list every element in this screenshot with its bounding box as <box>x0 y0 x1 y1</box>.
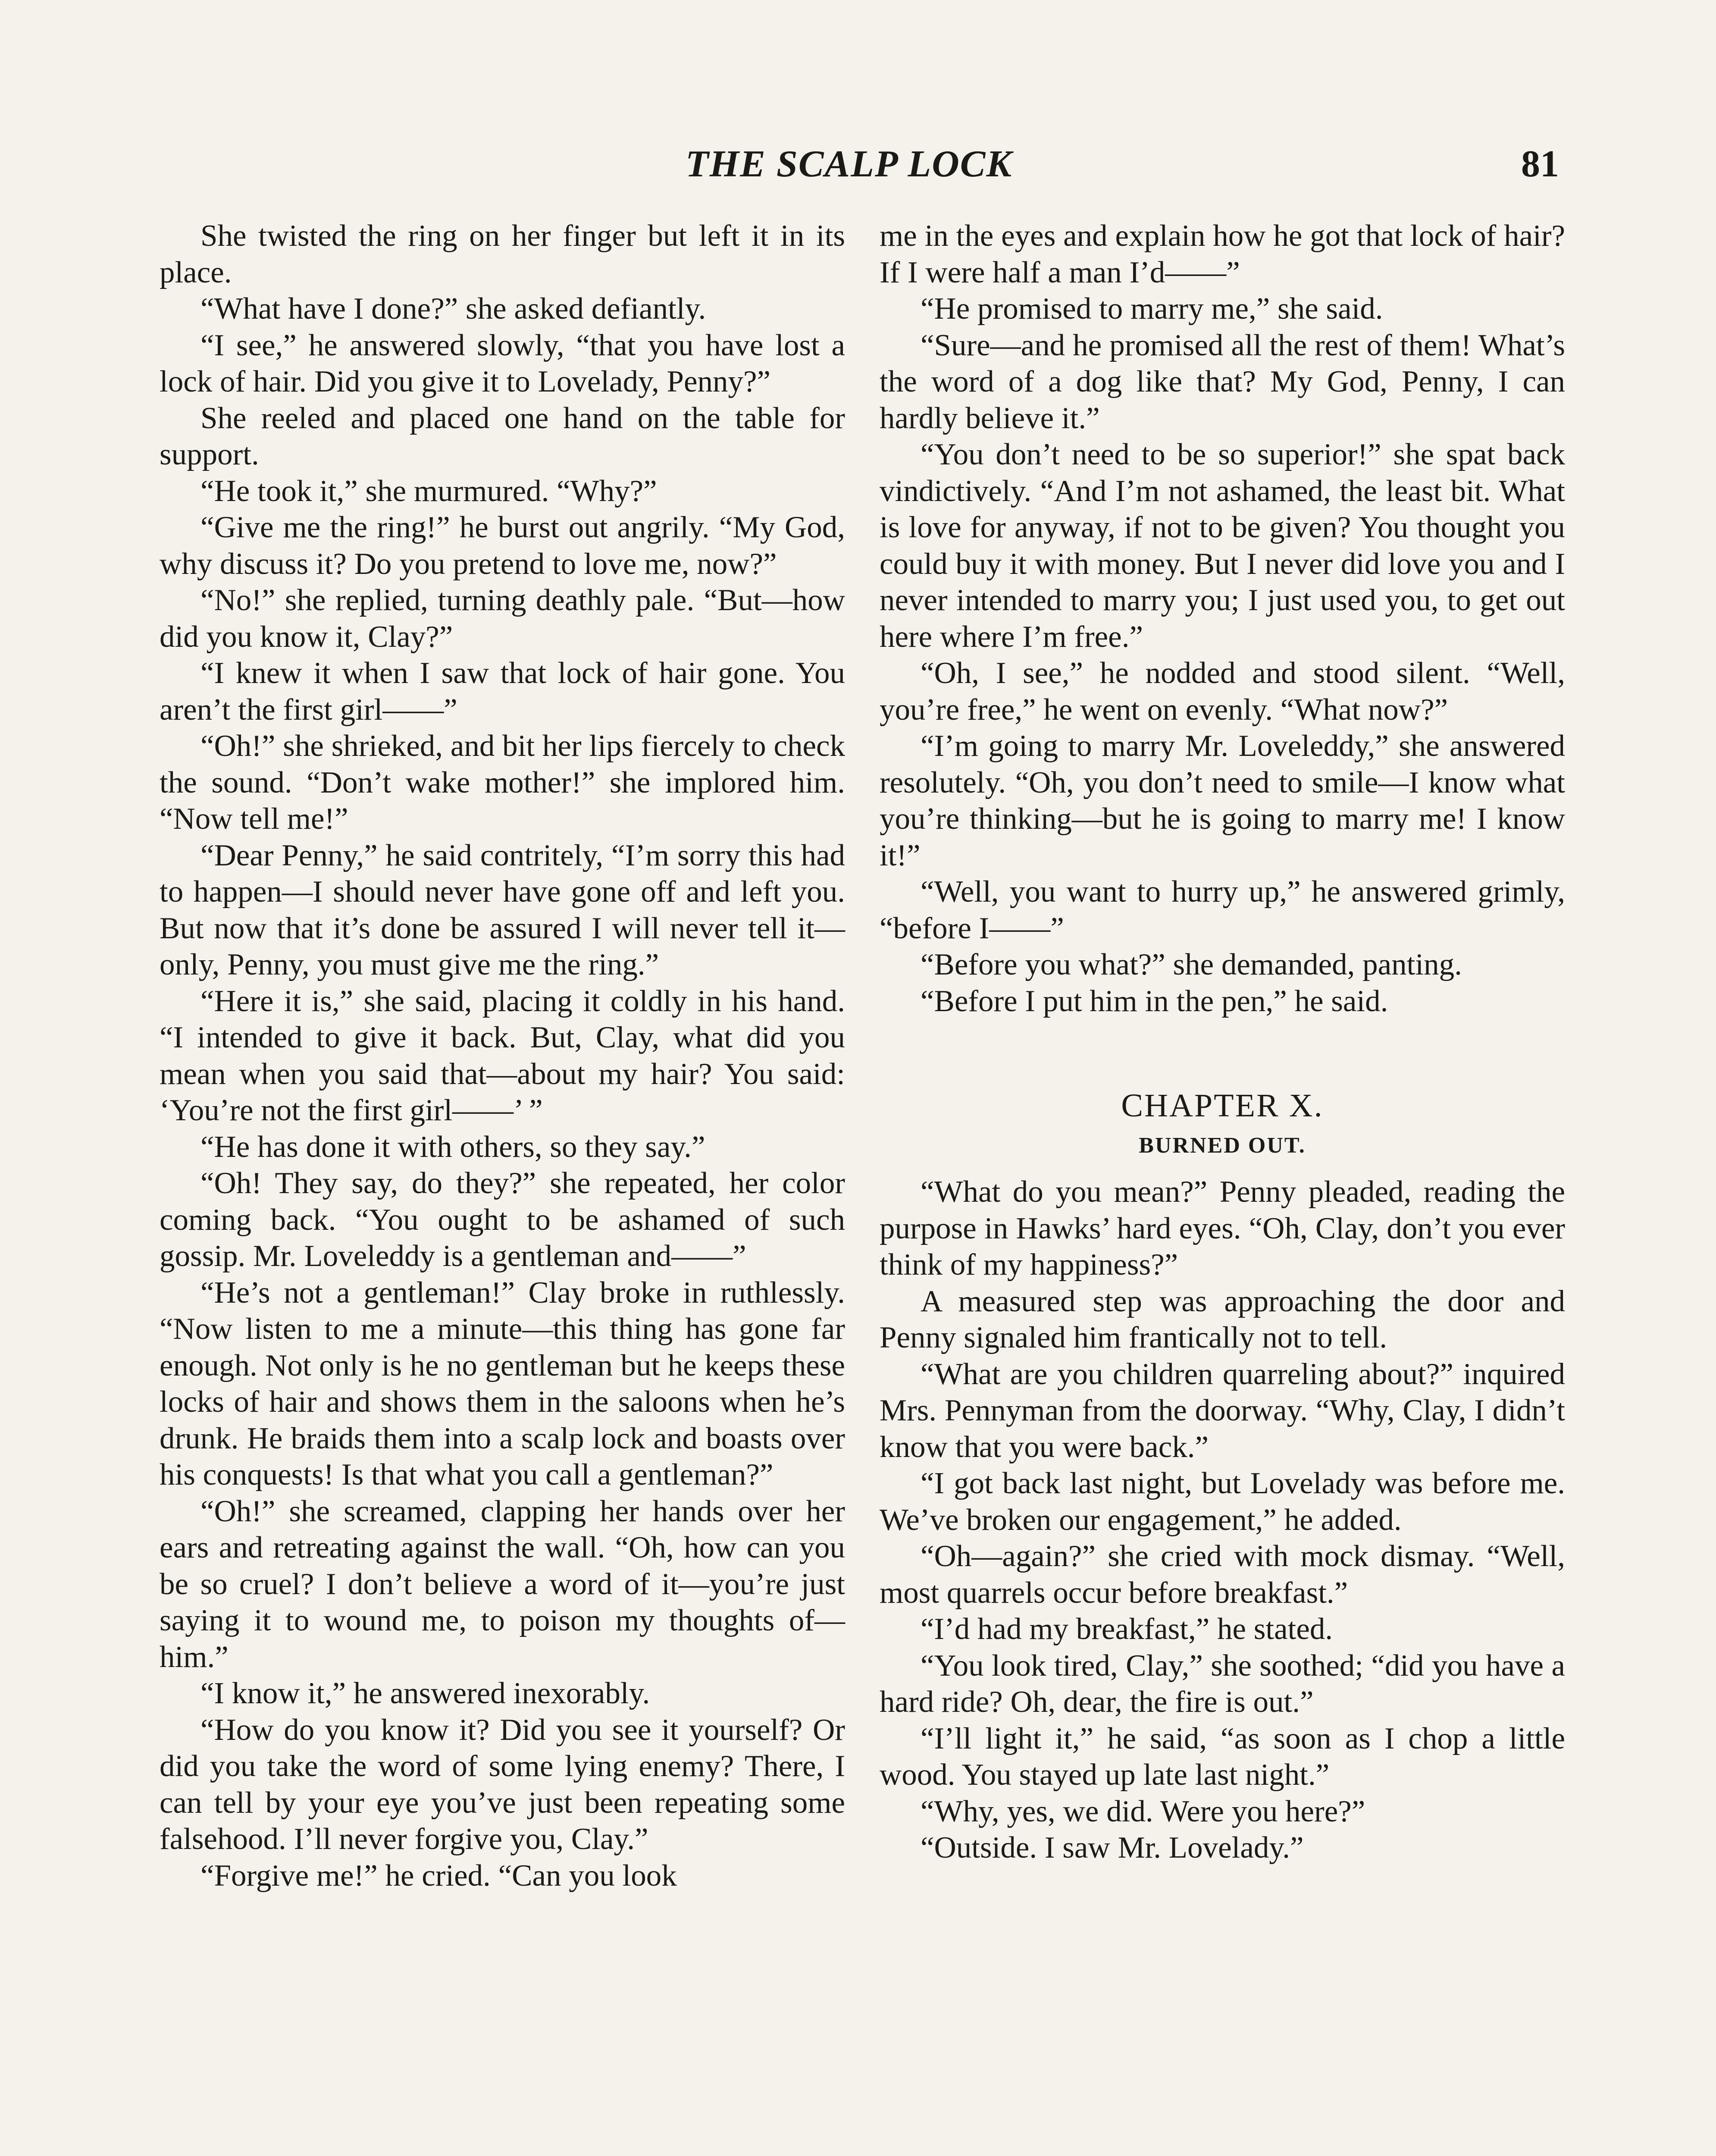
paragraph: “I’ll light it,” he said, “as soon as I chop a little wood. You stayed up late last night.” <box>880 1721 1565 1792</box>
paragraph: “Outside. I saw Mr. Lovelady.” <box>921 1831 1304 1865</box>
left-column <box>160 218 845 1894</box>
paragraph: “He promised to marry me,” she said. <box>921 292 1383 326</box>
paragraph: She twisted the ring on her finger but left it in its place. <box>160 219 845 289</box>
paragraph: “What have I done?” she asked defiantly. <box>200 292 706 326</box>
chapter-body-text <box>880 1174 1565 1866</box>
paragraph: “How do you know it? Did you see it yourself? Or did you take the word of some lying enemy? There, I can tell by your eye you’ve just been repeating some falsehood. I’ll never forgive you, Clay.” <box>160 1713 845 1856</box>
paragraph: “Oh—again?” she cried with mock dismay. “Well, most quarrels occur before breakfast.” <box>880 1539 1565 1610</box>
paragraph: “What are you children quarreling about?” inquired Mrs. Pennyman from the doorway. “Why, Clay, I didn’t know that you were back.” <box>880 1357 1565 1464</box>
paragraph: “Give me the ring!” he burst out angrily. “My God, why discuss it? Do you pretend to love me, now?” <box>160 511 845 581</box>
paragraph: “Oh! They say, do they?” she repeated, her color coming back. “You ought to be ashamed of such gossip. Mr. Loveleddy is a gentleman and——” <box>160 1166 845 1273</box>
paragraph: “I see,” he answered slowly, “that you have lost a lock of hair. Did you give it to Lovelady, Penny?” <box>160 328 845 398</box>
paragraph: “Here it is,” she said, placing it coldly in his hand. “I intended to give it back. But, Clay, what did you mean when you said that—about my hair? You said: ‘You’re not the first girl——’ ” <box>160 984 845 1127</box>
paragraph: “I knew it when I saw that lock of hair gone. You aren’t the first girl——” <box>160 656 845 727</box>
paragraph: “Well, you want to hurry up,” he answered grimly, “before I——” <box>880 875 1565 945</box>
paragraph: “What do you mean?” Penny pleaded, reading the purpose in Hawks’ hard eyes. “Oh, Clay, don’t you ever think of my happiness?” <box>880 1175 1565 1282</box>
paragraph: “Forgive me!” he cried. “Can you look <box>200 1858 677 1893</box>
paragraph: “Oh!” she shrieked, and bit her lips fiercely to check the sound. “Don’t wake mother!” she implored him. “Now tell me!” <box>160 729 845 836</box>
running-head <box>0 142 1716 190</box>
chapter-subtitle: BURNED OUT. <box>1139 1133 1306 1158</box>
paragraph: “Oh, I see,” he nodded and stood silent. “Well, you’re free,” he went on evenly. “What now?” <box>880 656 1565 727</box>
paragraph: “You look tired, Clay,” she soothed; “did you have a hard ride? Oh, dear, the fire is out.” <box>880 1648 1565 1719</box>
paragraph: “I’d had my breakfast,” he stated. <box>921 1612 1333 1646</box>
paragraph: “You don’t need to be so superior!” she spat back vindictively. “And I’m not ashamed, the least bit. What is love for anyway, if not to be given? You thought you could buy it with money. But I never did love you and I never intended to marry you; I just used you, to get out here where I’m free.” <box>880 438 1565 654</box>
paragraph: “Dear Penny,” he said contritely, “I’m sorry this had to happen—I should never have gone off and left you. But now that it’s done be assured I will never tell it—only, Penny, you must give me the ring.” <box>160 838 845 981</box>
paragraph: “Before you what?” she demanded, panting. <box>921 948 1462 981</box>
page-number: 81 <box>1521 143 1559 185</box>
paragraph: me in the eyes and explain how he got that lock of hair? If I were half a man I’d——” <box>880 219 1565 289</box>
paragraph: “Before I put him in the pen,” he said. <box>921 984 1388 1018</box>
paragraph: “No!” she replied, turning deathly pale. “But—how did you know it, Clay?” <box>160 583 845 654</box>
paragraph: “Why, yes, we did. Were you here?” <box>921 1794 1365 1828</box>
paragraph: A measured step was approaching the door and Penny signaled him frantically not to tell. <box>880 1284 1565 1354</box>
paragraph: “He took it,” she murmured. “Why?” <box>200 474 657 508</box>
paragraph: “Sure—and he promised all the rest of them! What’s the word of a dog like that? My God, Penny, I can hardly believe it.” <box>880 328 1565 435</box>
paragraph: “I got back last night, but Lovelady was before me. We’ve broken our engagement,” he added. <box>880 1467 1565 1537</box>
right-column-text <box>880 218 1565 1019</box>
right-column <box>880 218 1565 1866</box>
paragraph: “He has done it with others, so they say.” <box>200 1130 705 1164</box>
paragraph: “He’s not a gentleman!” Clay broke in ruthlessly. “Now listen to me a minute—this thing has gone far enough. Not only is he no gentleman but he keeps these locks of hair and shows them in the saloons when he’s drunk. He braids them into a scalp lock and boasts over his conquests! Is that what you call a gentleman?” <box>160 1275 845 1492</box>
running-title: THE SCALP LOCK <box>686 143 1013 185</box>
paragraph: “I know it,” he answered inexorably. <box>200 1677 650 1710</box>
paragraph: “Oh!” she screamed, clapping her hands over her ears and retreating against the wall. “Oh, how can you be so cruel? I don’t believe a word of it—you’re just saying it to wound me, to poison my thoughts of—him.” <box>160 1494 845 1674</box>
chapter-heading: CHAPTER X. <box>1121 1087 1324 1124</box>
paragraph: “I’m going to marry Mr. Loveleddy,” she answered resolutely. “Oh, you don’t need to smile—I know what you’re thinking—but he is going to marry me! I know it!” <box>880 729 1565 872</box>
paragraph: She reeled and placed one hand on the table for support. <box>160 401 845 471</box>
